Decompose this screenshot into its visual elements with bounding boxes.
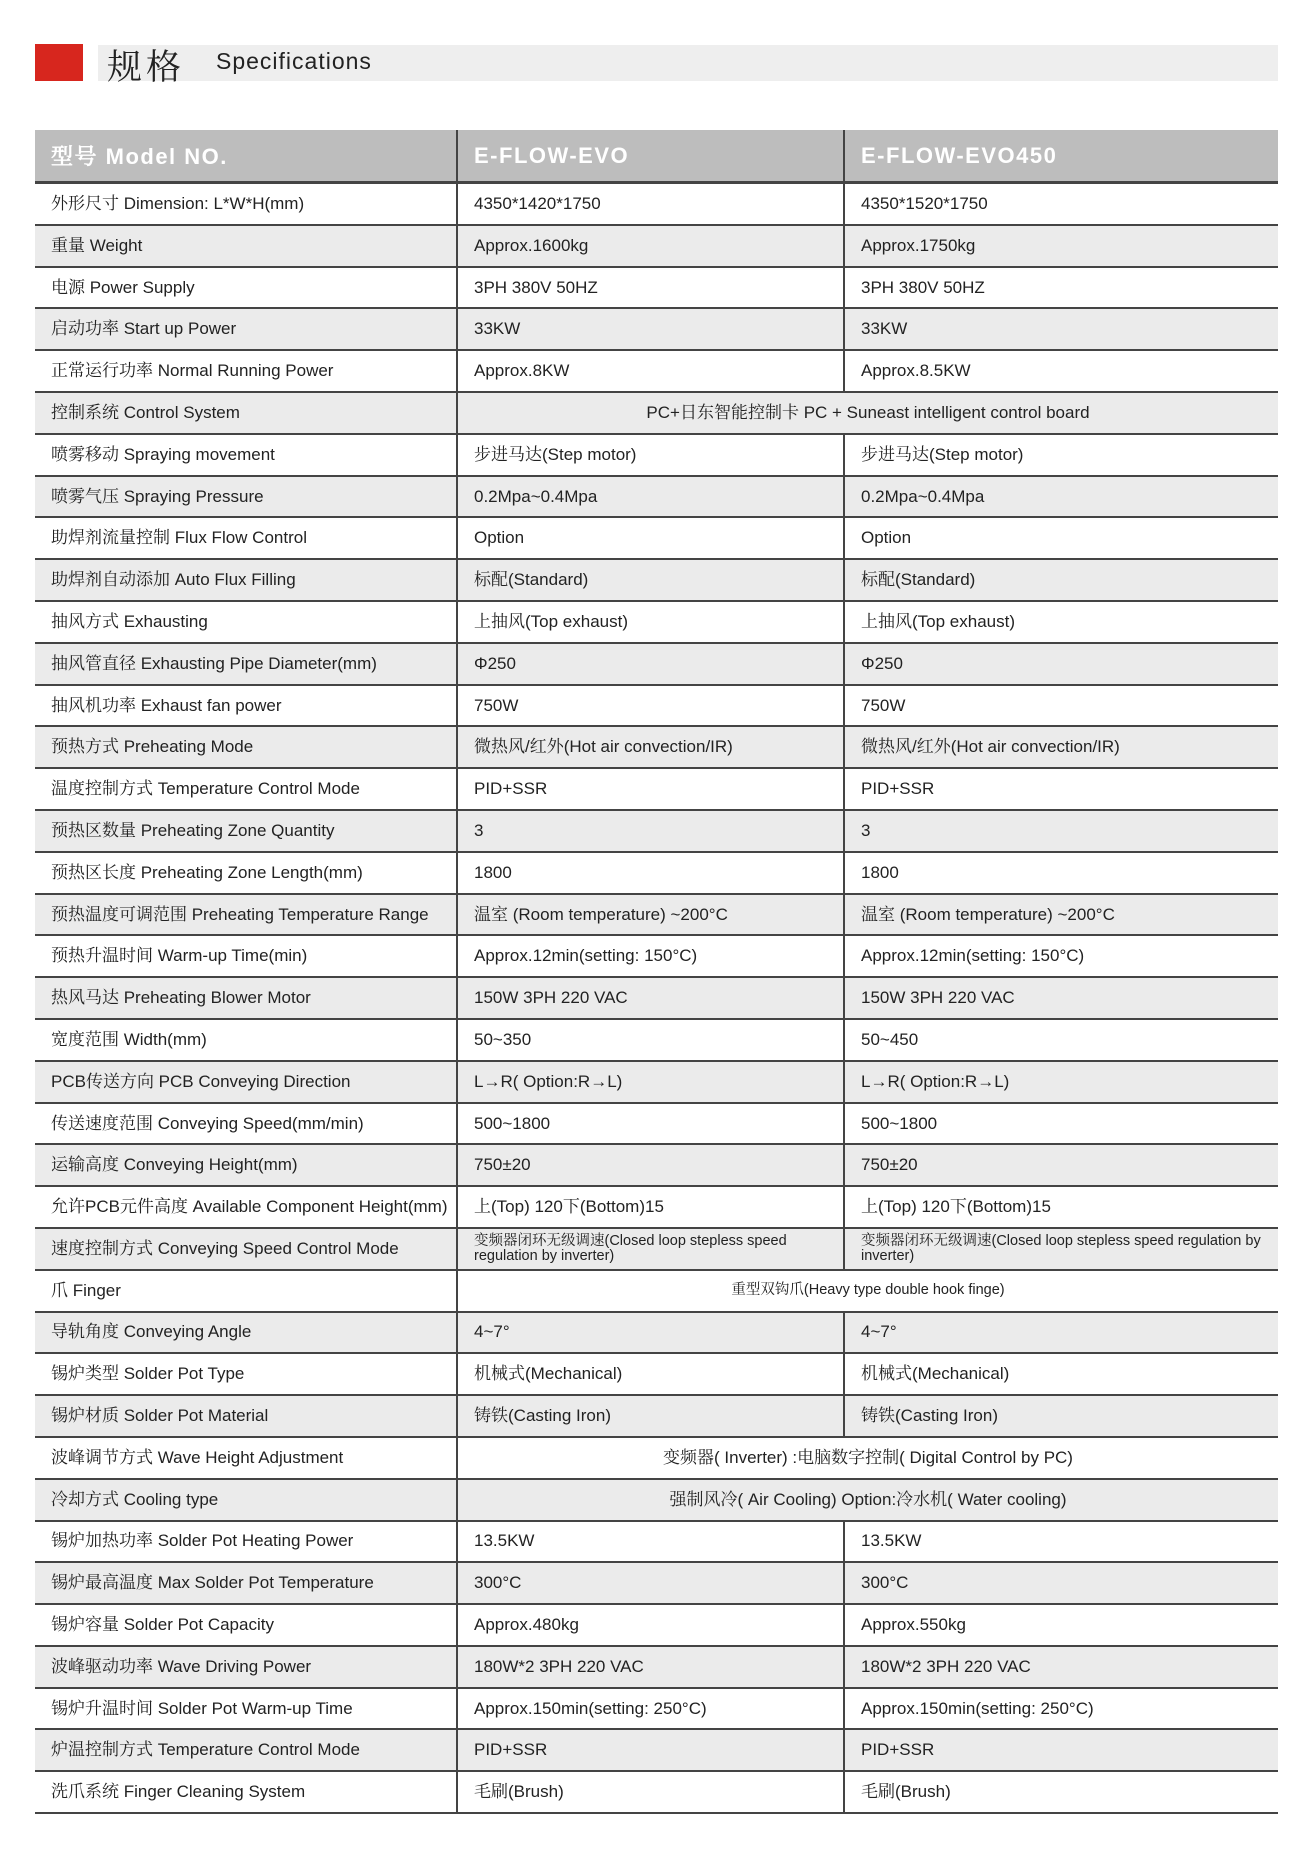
spec-value: Approx.480kg — [457, 1604, 844, 1646]
spec-value: Φ250 — [457, 643, 844, 685]
spec-value: 1800 — [844, 852, 1278, 894]
spec-value: PID+SSR — [844, 768, 1278, 810]
spec-value: Option — [457, 517, 844, 559]
table-row — [35, 935, 1278, 977]
table-row — [35, 601, 1278, 643]
spec-value: 750±20 — [457, 1144, 844, 1186]
spec-value: 13.5KW — [844, 1521, 1278, 1563]
spec-value: 标配(Standard) — [457, 559, 844, 601]
table-row — [35, 267, 1278, 309]
spec-value: 150W 3PH 220 VAC — [844, 977, 1278, 1019]
spec-label: 控制系统 Control System — [35, 392, 457, 434]
spec-value: 上(Top) 120下(Bottom)15 — [844, 1186, 1278, 1228]
spec-value: 500~1800 — [844, 1103, 1278, 1145]
spec-value: 50~450 — [844, 1019, 1278, 1061]
table-row — [35, 517, 1278, 559]
table-row — [35, 1019, 1278, 1061]
spec-label: 允许PCB元件高度 Available Component Height(mm) — [35, 1186, 457, 1228]
spec-value: 750±20 — [844, 1144, 1278, 1186]
table-row — [35, 1103, 1278, 1145]
spec-label: 锡炉容量 Solder Pot Capacity — [35, 1604, 457, 1646]
spec-value: 4~7° — [844, 1312, 1278, 1354]
spec-label: 预热方式 Preheating Mode — [35, 726, 457, 768]
spec-value: 上(Top) 120下(Bottom)15 — [457, 1186, 844, 1228]
spec-value: 变频器闭环无级调速(Closed loop stepless speed regulation by inverter) — [844, 1228, 1278, 1270]
spec-value: 上抽风(Top exhaust) — [457, 601, 844, 643]
spec-value: PID+SSR — [844, 1729, 1278, 1771]
spec-value: 33KW — [457, 308, 844, 350]
spec-label: 导轨角度 Conveying Angle — [35, 1312, 457, 1354]
spec-value: Approx.550kg — [844, 1604, 1278, 1646]
table-row — [35, 894, 1278, 936]
spec-label: 波峰调节方式 Wave Height Adjustment — [35, 1437, 457, 1479]
spec-value: Approx.150min(setting: 250°C) — [844, 1688, 1278, 1730]
table-row — [35, 977, 1278, 1019]
spec-value: 4350*1520*1750 — [844, 183, 1278, 225]
table-row — [35, 1270, 1278, 1312]
spec-value: 变频器( Inverter) :电脑数字控制( Digital Control by PC) — [457, 1437, 1278, 1479]
table-row — [35, 1228, 1278, 1270]
spec-value: Approx.12min(setting: 150°C) — [457, 935, 844, 977]
table-row — [35, 852, 1278, 894]
table-row — [35, 1562, 1278, 1604]
spec-value: 铸铁(Casting Iron) — [457, 1395, 844, 1437]
spec-value: 180W*2 3PH 220 VAC — [457, 1646, 844, 1688]
spec-label: 锡炉升温时间 Solder Pot Warm-up Time — [35, 1688, 457, 1730]
spec-value: 微热风/红外(Hot air convection/IR) — [457, 726, 844, 768]
spec-label: 启动功率 Start up Power — [35, 308, 457, 350]
accent-block — [35, 44, 83, 81]
spec-label: 爪 Finger — [35, 1270, 457, 1312]
spec-label: 预热升温时间 Warm-up Time(min) — [35, 935, 457, 977]
spec-label: 喷雾气压 Spraying Pressure — [35, 476, 457, 518]
spec-value: Option — [844, 517, 1278, 559]
section-title-en: Specifications — [216, 48, 372, 74]
spec-label: 抽风机功率 Exhaust fan power — [35, 685, 457, 727]
table-row — [35, 1312, 1278, 1354]
spec-value: Approx.8KW — [457, 350, 844, 392]
spec-value: PID+SSR — [457, 768, 844, 810]
spec-label: 洗爪系统 Finger Cleaning System — [35, 1771, 457, 1813]
table-row — [35, 559, 1278, 601]
spec-value: 150W 3PH 220 VAC — [457, 977, 844, 1019]
spec-value: 3PH 380V 50HZ — [844, 267, 1278, 309]
spec-value: Approx.12min(setting: 150°C) — [844, 935, 1278, 977]
spec-label: 电源 Power Supply — [35, 267, 457, 309]
spec-value: Approx.1750kg — [844, 225, 1278, 267]
spec-label: 重量 Weight — [35, 225, 457, 267]
section-title-cn: 规格 — [107, 48, 186, 87]
table-row — [35, 1479, 1278, 1521]
spec-value: 温室 (Room temperature) ~200°C — [844, 894, 1278, 936]
spec-value: L→R( Option:R→L) — [844, 1061, 1278, 1103]
spec-value: 300°C — [457, 1562, 844, 1604]
table-row — [35, 643, 1278, 685]
table-row — [35, 434, 1278, 476]
spec-value: 50~350 — [457, 1019, 844, 1061]
table-row — [35, 1395, 1278, 1437]
spec-label: 锡炉加热功率 Solder Pot Heating Power — [35, 1521, 457, 1563]
spec-value: 微热风/红外(Hot air convection/IR) — [844, 726, 1278, 768]
spec-label: 冷却方式 Cooling type — [35, 1479, 457, 1521]
spec-value: 铸铁(Casting Iron) — [844, 1395, 1278, 1437]
table-row — [35, 726, 1278, 768]
spec-label: 宽度范围 Width(mm) — [35, 1019, 457, 1061]
spec-table — [35, 130, 1278, 1814]
spec-value: 步进马达(Step motor) — [457, 434, 844, 476]
spec-label: 抽风方式 Exhausting — [35, 601, 457, 643]
spec-label: 锡炉最高温度 Max Solder Pot Temperature — [35, 1562, 457, 1604]
table-row — [35, 1521, 1278, 1563]
table-row — [35, 183, 1278, 225]
spec-label: 炉温控制方式 Temperature Control Mode — [35, 1729, 457, 1771]
spec-value: 13.5KW — [457, 1521, 844, 1563]
table-row — [35, 1771, 1278, 1813]
spec-value: 750W — [457, 685, 844, 727]
spec-label: PCB传送方向 PCB Conveying Direction — [35, 1061, 457, 1103]
spec-value: 步进马达(Step motor) — [844, 434, 1278, 476]
spec-label: 助焊剂流量控制 Flux Flow Control — [35, 517, 457, 559]
spec-label: 助焊剂自动添加 Auto Flux Filling — [35, 559, 457, 601]
column-header: 型号 Model NO. — [35, 130, 457, 183]
table-row — [35, 476, 1278, 518]
spec-label: 正常运行功率 Normal Running Power — [35, 350, 457, 392]
spec-value: 上抽风(Top exhaust) — [844, 601, 1278, 643]
spec-value: 1800 — [457, 852, 844, 894]
table-row — [35, 810, 1278, 852]
spec-value: 180W*2 3PH 220 VAC — [844, 1646, 1278, 1688]
column-header: E-FLOW-EVO — [457, 130, 844, 183]
table-row — [35, 1688, 1278, 1730]
table-row — [35, 1729, 1278, 1771]
spec-label: 运输高度 Conveying Height(mm) — [35, 1144, 457, 1186]
spec-label: 速度控制方式 Conveying Speed Control Mode — [35, 1228, 457, 1270]
spec-label: 传送速度范围 Conveying Speed(mm/min) — [35, 1103, 457, 1145]
table-row — [35, 1144, 1278, 1186]
spec-value: PC+日东智能控制卡 PC + Suneast intelligent control board — [457, 392, 1278, 434]
column-header: E-FLOW-EVO450 — [844, 130, 1278, 183]
spec-value: 300°C — [844, 1562, 1278, 1604]
spec-label: 预热温度可调范围 Preheating Temperature Range — [35, 894, 457, 936]
table-row — [35, 1646, 1278, 1688]
table-row — [35, 685, 1278, 727]
spec-value: 机械式(Mechanical) — [457, 1353, 844, 1395]
spec-value: Approx.150min(setting: 250°C) — [457, 1688, 844, 1730]
table-row — [35, 350, 1278, 392]
spec-label: 预热区长度 Preheating Zone Length(mm) — [35, 852, 457, 894]
spec-value: 毛刷(Brush) — [844, 1771, 1278, 1813]
spec-label: 锡炉材质 Solder Pot Material — [35, 1395, 457, 1437]
spec-value: 4~7° — [457, 1312, 844, 1354]
spec-value: 0.2Mpa~0.4Mpa — [844, 476, 1278, 518]
spec-value: 变频器闭环无级调速(Closed loop stepless speed regulation by inverter) — [457, 1228, 844, 1270]
table-row — [35, 768, 1278, 810]
spec-label: 外形尺寸 Dimension: L*W*H(mm) — [35, 183, 457, 225]
spec-value: 标配(Standard) — [844, 559, 1278, 601]
spec-value: PID+SSR — [457, 1729, 844, 1771]
spec-label: 喷雾移动 Spraying movement — [35, 434, 457, 476]
spec-value: Approx.8.5KW — [844, 350, 1278, 392]
spec-value: 机械式(Mechanical) — [844, 1353, 1278, 1395]
spec-value: L→R( Option:R→L) — [457, 1061, 844, 1103]
spec-label: 锡炉类型 Solder Pot Type — [35, 1353, 457, 1395]
table-row — [35, 392, 1278, 434]
table-row — [35, 1437, 1278, 1479]
spec-label: 预热区数量 Preheating Zone Quantity — [35, 810, 457, 852]
spec-value: Approx.1600kg — [457, 225, 844, 267]
spec-value: 强制风冷( Air Cooling) Option:冷水机( Water cooling) — [457, 1479, 1278, 1521]
table-row — [35, 1353, 1278, 1395]
spec-value: 3PH 380V 50HZ — [457, 267, 844, 309]
table-row — [35, 1061, 1278, 1103]
table-row — [35, 225, 1278, 267]
spec-value: 3 — [844, 810, 1278, 852]
spec-value: 毛刷(Brush) — [457, 1771, 844, 1813]
spec-value: 4350*1420*1750 — [457, 183, 844, 225]
spec-value: 3 — [457, 810, 844, 852]
spec-value: 33KW — [844, 308, 1278, 350]
spec-value: 重型双钩爪(Heavy type double hook finge) — [457, 1270, 1278, 1312]
table-row — [35, 1604, 1278, 1646]
spec-value: 750W — [844, 685, 1278, 727]
spec-label: 温度控制方式 Temperature Control Mode — [35, 768, 457, 810]
spec-value: 0.2Mpa~0.4Mpa — [457, 476, 844, 518]
table-row — [35, 1186, 1278, 1228]
spec-value: Φ250 — [844, 643, 1278, 685]
spec-value: 500~1800 — [457, 1103, 844, 1145]
spec-label: 抽风管直径 Exhausting Pipe Diameter(mm) — [35, 643, 457, 685]
spec-value: 温室 (Room temperature) ~200°C — [457, 894, 844, 936]
spec-label: 热风马达 Preheating Blower Motor — [35, 977, 457, 1019]
table-row — [35, 308, 1278, 350]
spec-label: 波峰驱动功率 Wave Driving Power — [35, 1646, 457, 1688]
